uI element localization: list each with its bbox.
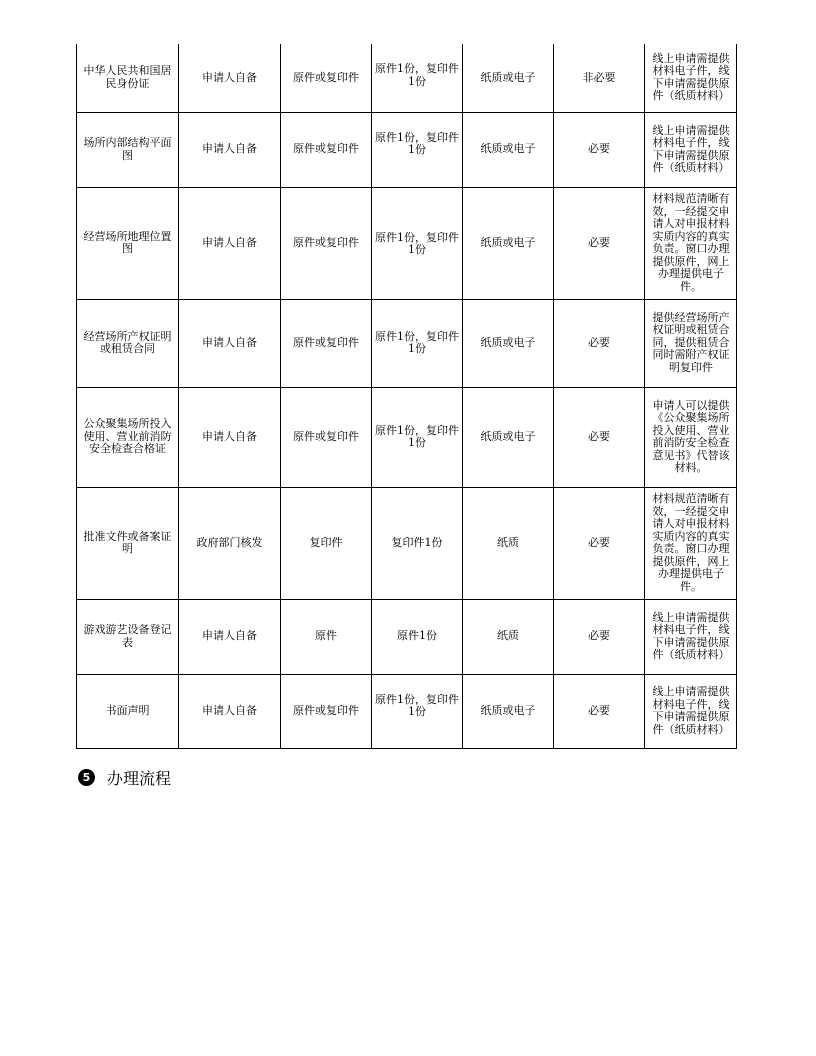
material-required: 必要 (554, 112, 645, 187)
table-row (77, 299, 737, 387)
material-note: 线上申请需提供材料电子件，线下申请需提供原件（纸质材料） (645, 112, 737, 187)
material-name: 批准文件或备案证明 (77, 487, 179, 599)
material-note: 线上申请需提供材料电子件，线下申请需提供原件（纸质材料） (645, 599, 737, 674)
material-note: 线上申请需提供材料电子件，线下申请需提供原件（纸质材料） (645, 674, 737, 748)
material-note: 材料规范清晰有效，一经提交申请人对申报材料实质内容的真实负责。窗口办理提供原件，网上办理提供电子件。 (645, 187, 737, 299)
material-source: 申请人自备 (179, 387, 281, 487)
material-required: 必要 (554, 187, 645, 299)
material-source: 申请人自备 (179, 112, 281, 187)
material-count: 复印件1份 (372, 487, 463, 599)
section-title: 办理流程 (107, 769, 172, 788)
material-count: 原件1份，复印件1份 (372, 299, 463, 387)
table-row (77, 187, 737, 299)
material-form: 纸质或电子 (463, 387, 554, 487)
material-count: 原件1份，复印件1份 (372, 187, 463, 299)
material-required: 必要 (554, 599, 645, 674)
material-source: 政府部门核发 (179, 487, 281, 599)
material-count: 原件1份，复印件1份 (372, 674, 463, 748)
material-note: 材料规范清晰有效，一经提交申请人对申报材料实质内容的真实负责。窗口办理提供原件，网上办理提供电子件。 (645, 487, 737, 599)
material-form: 纸质 (463, 599, 554, 674)
material-source: 申请人自备 (179, 187, 281, 299)
material-required: 必要 (554, 299, 645, 387)
material-form: 纸质或电子 (463, 44, 554, 112)
material-count: 原件1份 (372, 599, 463, 674)
material-type: 原件 (281, 599, 372, 674)
material-note: 申请人可以提供《公众聚集场所投入使用、营业前消防安全检查意见书》代替该材料。 (645, 387, 737, 487)
material-name: 中华人民共和国居民身份证 (77, 44, 179, 112)
material-count: 原件1份，复印件1份 (372, 112, 463, 187)
material-form: 纸质 (463, 487, 554, 599)
material-form: 纸质或电子 (463, 674, 554, 748)
section-number-badge: 5 (78, 769, 95, 786)
material-type: 复印件 (281, 487, 372, 599)
table-row (77, 674, 737, 748)
material-type: 原件或复印件 (281, 299, 372, 387)
material-name: 经营场所产权证明或租赁合同 (77, 299, 179, 387)
material-count: 原件1份，复印件1份 (372, 44, 463, 112)
material-type: 原件或复印件 (281, 112, 372, 187)
material-source: 申请人自备 (179, 674, 281, 748)
material-type: 原件或复印件 (281, 387, 372, 487)
material-form: 纸质或电子 (463, 187, 554, 299)
material-note: 线上申请需提供材料电子件，线下申请需提供原件（纸质材料） (645, 44, 737, 112)
table-row (77, 112, 737, 187)
material-required: 必要 (554, 387, 645, 487)
material-source: 申请人自备 (179, 599, 281, 674)
section-heading (78, 766, 171, 789)
material-source: 申请人自备 (179, 44, 281, 112)
material-note: 提供经营场所产权证明或租赁合同，提供租赁合同时需附产权证明复印件 (645, 299, 737, 387)
material-form: 纸质或电子 (463, 112, 554, 187)
material-type: 原件或复印件 (281, 187, 372, 299)
table-row (77, 599, 737, 674)
material-name: 经营场所地理位置图 (77, 187, 179, 299)
materials-table (76, 44, 737, 749)
table-row (77, 487, 737, 599)
material-type: 原件或复印件 (281, 44, 372, 112)
material-required: 非必要 (554, 44, 645, 112)
material-name: 游戏游艺设备登记表 (77, 599, 179, 674)
material-name: 书面声明 (77, 674, 179, 748)
table-row (77, 387, 737, 487)
table-row (77, 44, 737, 112)
material-type: 原件或复印件 (281, 674, 372, 748)
material-required: 必要 (554, 674, 645, 748)
material-count: 原件1份，复印件1份 (372, 387, 463, 487)
material-form: 纸质或电子 (463, 299, 554, 387)
material-source: 申请人自备 (179, 299, 281, 387)
material-required: 必要 (554, 487, 645, 599)
material-name: 公众聚集场所投入使用、营业前消防安全检查合格证 (77, 387, 179, 487)
material-name: 场所内部结构平面图 (77, 112, 179, 187)
